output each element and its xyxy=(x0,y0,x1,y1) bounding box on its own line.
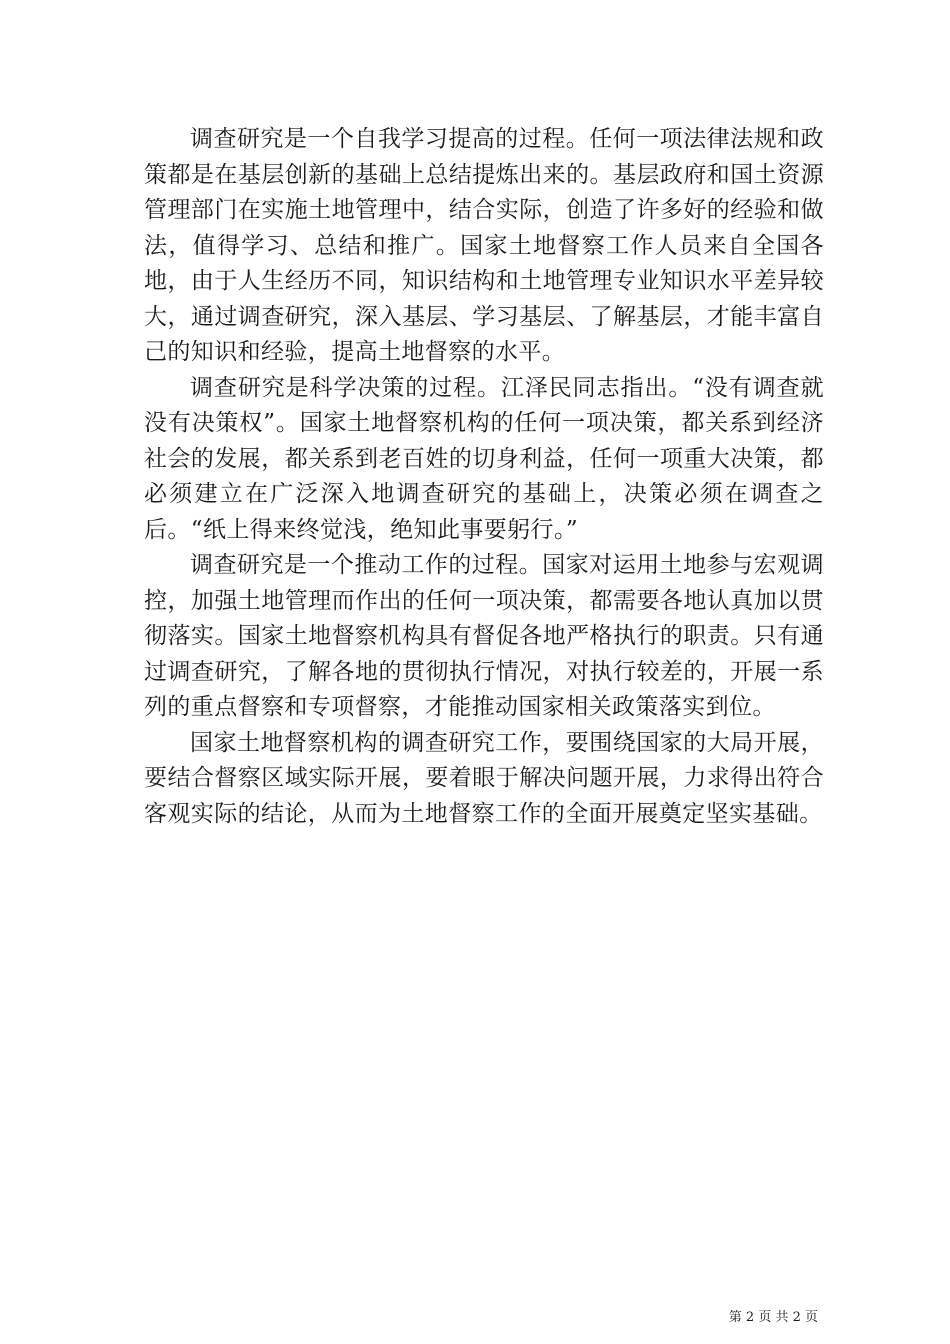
document-body xyxy=(144,122,824,832)
paragraph-4: 国家土地督察机构的调查研究工作，要围绕国家的大局开展，要结合督察区域实际开展，要着眼于解决问题开展，力求得出符合客观实际的结论，从而为土地督察工作的全面开展奠定坚实基础。 xyxy=(144,729,824,827)
paragraph-2: 调查研究是科学决策的过程。江泽民同志指出。“没有调查就没有决策权”。国家土地督察机构的任何一项决策，都关系到经济社会的发展，都关系到老百姓的切身利益，任何一项重大决策，都必须建立在广泛深入地调查研究的基础上，决策必须在调查之后。“纸上得来终觉浅，绝知此事要躬行。” xyxy=(144,374,824,543)
paragraph-3: 调查研究是一个推动工作的过程。国家对运用土地参与宏观调控，加强土地管理而作出的任何一项决策，都需要各地认真加以贯彻落实。国家土地督察机构具有督促各地严格执行的职责。只有通过调查研究，了解各地的贯彻执行情况，对执行较差的，开展一系列的重点督察和专项督察，才能推动国家相关政策落实到位。 xyxy=(144,552,824,720)
paragraph-1: 调查研究是一个自我学习提高的过程。任何一项法律法规和政策都是在基层创新的基础上总结提炼出来的。基层政府和国土资源管理部门在实施土地管理中，结合实际，创造了许多好的经验和做法，值得学习、总结和推广。国家土地督察工作人员来自全国各地，由于人生经历不同，知识结构和土地管理专业知识水平差异较大，通过调查研究，深入基层、学习基层、了解基层，才能丰富自己的知识和经验，提高土地督察的水平。 xyxy=(144,126,824,365)
page-number-footer: 第 2 页 共 2 页 xyxy=(728,1310,818,1325)
